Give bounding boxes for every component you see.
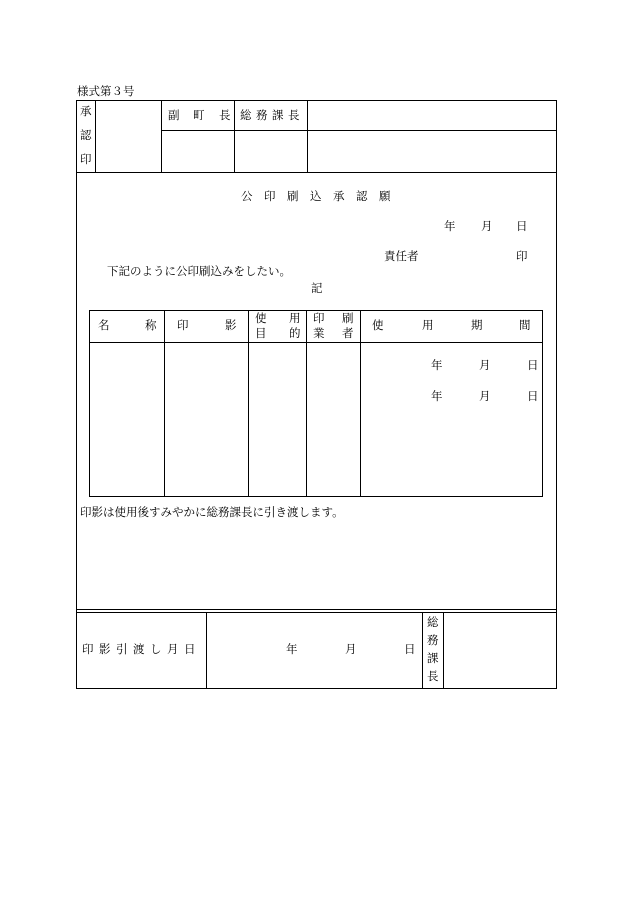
date-char: 年 xyxy=(286,642,298,656)
date-char: 月 xyxy=(479,358,491,372)
role-char: 長 xyxy=(219,108,231,122)
role-char: 副 xyxy=(168,108,180,122)
header-char: 用 xyxy=(289,311,301,325)
label-char: 長 xyxy=(427,669,439,683)
vice-mayor-stamp-box[interactable] xyxy=(162,131,234,171)
label-char: 渡 xyxy=(133,642,145,656)
seal-mark: 印 xyxy=(516,249,528,263)
date-char: 年 xyxy=(431,358,443,372)
role-char: 町 xyxy=(193,108,205,122)
header-char: 影 xyxy=(225,318,237,332)
header-char: 印 xyxy=(313,311,325,325)
header-char: 目 xyxy=(255,326,267,340)
label-char: し xyxy=(150,642,162,656)
date-char: 年 xyxy=(444,219,456,233)
responsible-label: 責任者 xyxy=(384,249,419,263)
role-char: 長 xyxy=(288,108,300,122)
approval-stamp-label-char: 印 xyxy=(80,152,92,166)
header-char: 用 xyxy=(422,318,434,332)
title-char: 願 xyxy=(379,189,391,203)
note-heading: 記 xyxy=(311,281,323,295)
manager-stamp-box[interactable] xyxy=(235,131,307,171)
date-char: 日 xyxy=(516,219,528,233)
role-char: 総 xyxy=(240,108,252,122)
header-char: 者 xyxy=(342,326,354,340)
title-char: 認 xyxy=(356,189,368,203)
printer-cell[interactable] xyxy=(307,343,360,496)
date-char: 年 xyxy=(431,389,443,403)
label-char: 月 xyxy=(167,642,179,656)
header-char: 使 xyxy=(255,311,267,325)
approval-stamp-label-char: 承 xyxy=(80,104,92,118)
header-char: 使 xyxy=(372,318,384,332)
label-char: 課 xyxy=(427,651,439,665)
handover-note: 印影は使用後すみやかに総務課長に引き渡します。 xyxy=(80,505,344,519)
header-char: 刷 xyxy=(342,311,354,325)
label-char: 影 xyxy=(99,642,111,656)
header-char: 称 xyxy=(145,318,157,332)
seal-image-cell[interactable] xyxy=(165,343,248,496)
label-char: 日 xyxy=(184,642,196,656)
label-char: 引 xyxy=(116,642,128,656)
label-char: 務 xyxy=(427,633,439,647)
header-char: 業 xyxy=(313,326,325,340)
form-number: 様式第３号 xyxy=(77,84,135,98)
name-cell[interactable] xyxy=(90,343,164,496)
header-char: 名 xyxy=(98,318,110,332)
date-char: 月 xyxy=(345,642,357,656)
title-char: 込 xyxy=(310,189,322,203)
date-char: 月 xyxy=(481,219,493,233)
title-char: 公 xyxy=(241,189,253,203)
role-char: 務 xyxy=(256,108,268,122)
approval-signature-box[interactable] xyxy=(96,101,160,171)
date-char: 日 xyxy=(527,389,539,403)
title-char: 印 xyxy=(264,189,276,203)
approval-stamp-label-char: 認 xyxy=(80,128,92,142)
label-char: 印 xyxy=(82,642,94,656)
responsible-name-field[interactable] xyxy=(422,248,510,264)
request-text: 下記のように公印刷込みをしたい。 xyxy=(107,264,291,278)
title-char: 刷 xyxy=(287,189,299,203)
title-char: 承 xyxy=(333,189,345,203)
header-char: 期 xyxy=(471,318,483,332)
label-char: 総 xyxy=(427,615,439,629)
role-char: 課 xyxy=(272,108,284,122)
date-char: 日 xyxy=(404,642,416,656)
purpose-cell[interactable] xyxy=(249,343,306,496)
header-char: 的 xyxy=(289,326,301,340)
handover-manager-stamp-box[interactable] xyxy=(444,613,556,688)
date-char: 月 xyxy=(479,389,491,403)
header-char: 間 xyxy=(519,318,531,332)
header-char: 印 xyxy=(177,318,189,332)
date-char: 日 xyxy=(527,358,539,372)
